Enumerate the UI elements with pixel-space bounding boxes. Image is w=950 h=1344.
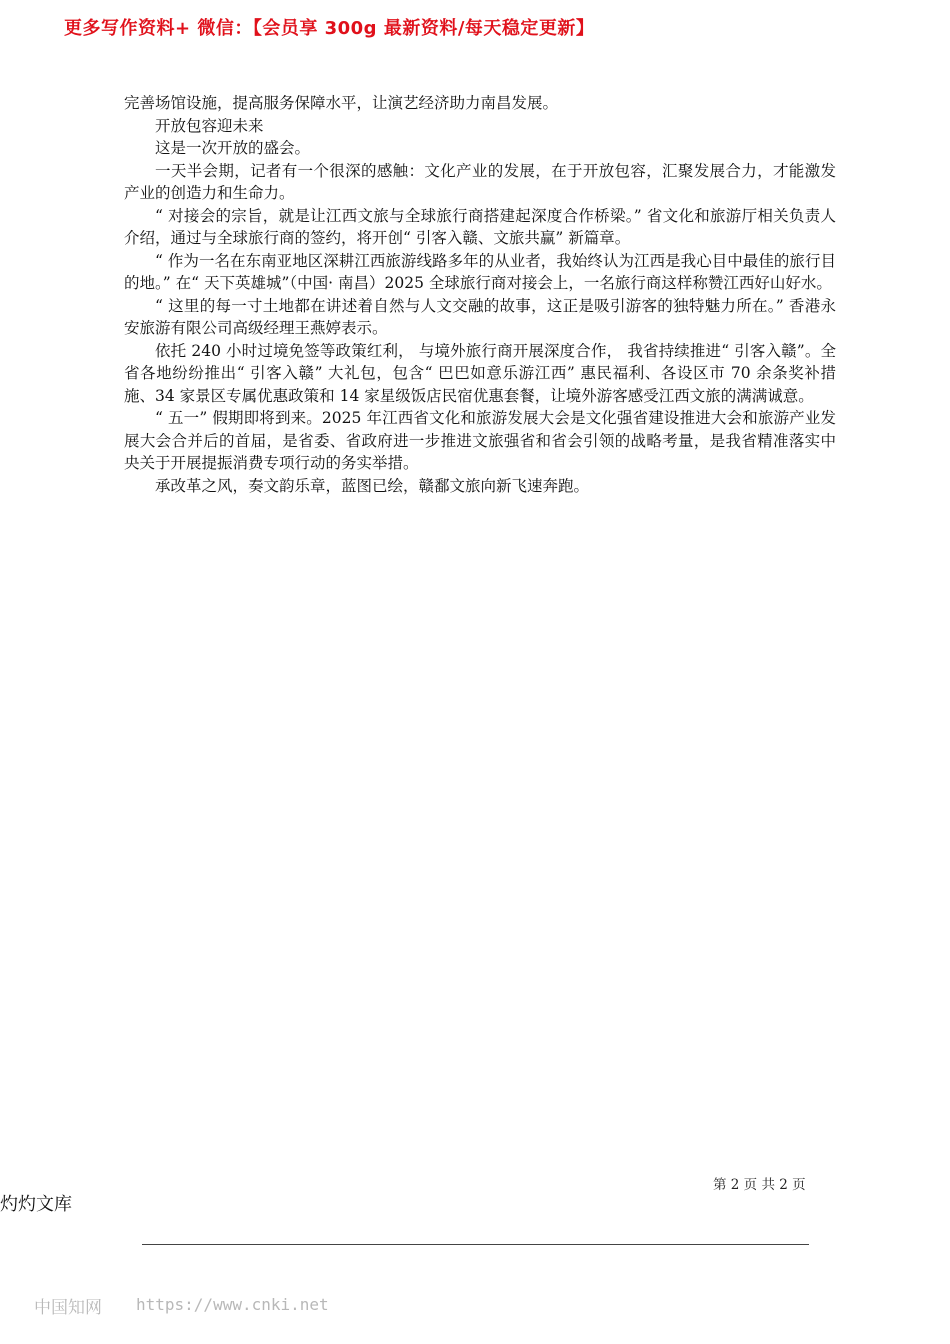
promo-banner: 更多写作资料+ 微信：【会员享 300g 最新资料/每天稳定更新】 [64, 18, 595, 39]
paragraph: 这是一次开放的盛会。 [155, 139, 311, 157]
site-name: 灼灼文库 [0, 1194, 72, 1215]
paragraph: 完善场馆设施，提高服务保障水平，让演艺经济助力南昌发展。 [124, 94, 559, 112]
paragraph: “ 五一” 假期即将到来。2025 年江西省文化和旅游发展大会是文化强省建设推进大会和旅游产业发展大会合并后的首届，是省委、省政府进一步推进文旅强省和省会引领的战略考量，是我省精准落实中央关于开展提振消费专项行动的务实举措。 [124, 409, 836, 472]
section-heading: 开放包容迎未来 [155, 116, 264, 135]
article-body [124, 92, 836, 497]
paragraph: 依托 240 小时过境免签等政策红利， 与境外旅行商开展深度合作， 我省持续推进“ 引客入赣”。全省各地纷纷推出“ 引客入赣” 大礼包，包含“ 巴巴如意乐游江西” 惠民福利、各设区市 70 余条奖补措施、34 家景区专属优惠政策和 14 家星级饭店民宿优惠套餐，让境外游客感受江西文旅的满满诚意。 [124, 341, 836, 405]
paragraph: 承改革之风，奏文韵乐章，蓝图已绘，赣鄱文旅向新飞速奔跑。 [155, 476, 590, 495]
watermark-url: https://www.cnki.net [136, 1295, 329, 1314]
paragraph: 一天半会期，记者有一个很深的感触：文化产业的发展，在于开放包容，汇聚发展合力，才能激发产业的创造力和生命力。 [124, 161, 836, 202]
page-number: 第 2 页 共 2 页 [713, 1177, 806, 1193]
footer-divider [142, 1244, 809, 1245]
watermark-text: 中国知网 [34, 1298, 102, 1318]
paragraph: “ 作为一名在东南亚地区深耕江西旅游线路多年的从业者，我始终认为江西是我心目中最佳的旅行目的地。” 在“ 天下英雄城”（中国· 南昌）2025 全球旅行商对接会上，一名旅行商这样称赞江西好山好水。 [124, 251, 836, 292]
paragraph: “ 对接会的宗旨，就是让江西文旅与全球旅行商搭建起深度合作桥梁。” 省文化和旅游厅相关负责人介绍，通过与全球旅行商的签约，将开创“ 引客入赣、文旅共赢” 新篇章。 [124, 206, 836, 247]
paragraph: “ 这里的每一寸土地都在讲述着自然与人文交融的故事，这正是吸引游客的独特魅力所在。” 香港永安旅游有限公司高级经理王燕婷表示。 [124, 296, 836, 337]
